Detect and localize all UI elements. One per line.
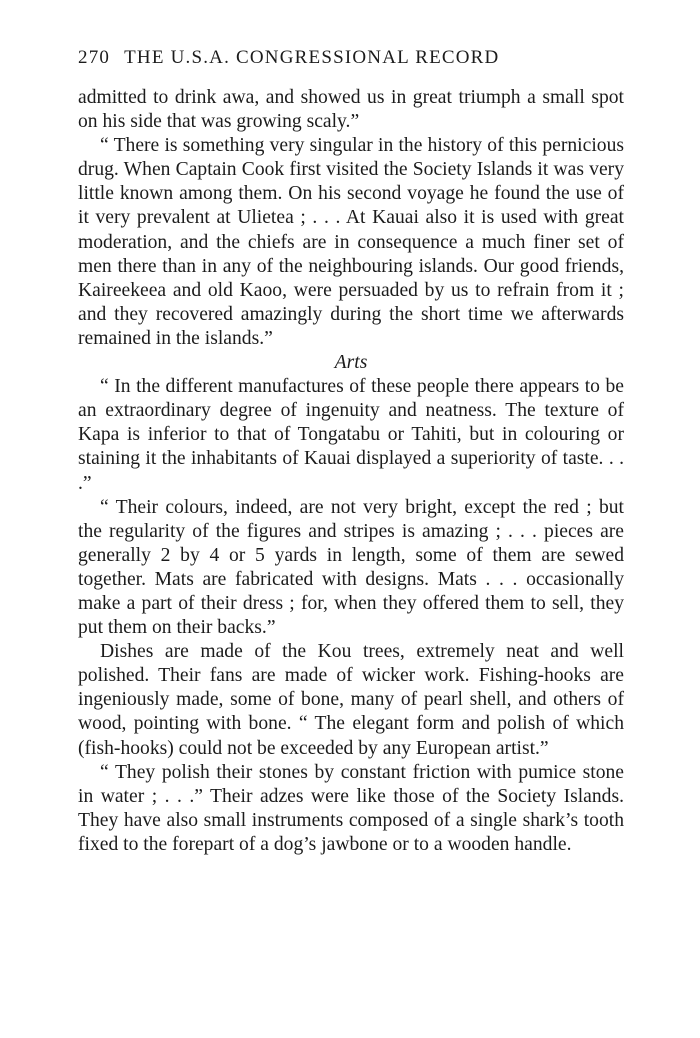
paragraph-dishes: Dishes are made of the Kou trees, extremely neat and well polished. Their fans are made of wicker work. Fishing-hooks are ingeniously made, some of bone, many of pearl shell, and others of wood, pointing with bone. “ The elegant form and polish of which (fish-hooks) could not be exceeded by any European artist.”: [78, 641, 624, 759]
running-title: THE U.S.A. CONGRESSIONAL RECORD: [124, 47, 500, 68]
section-heading-arts: Arts: [334, 352, 368, 374]
paragraph-polish-stones: “ They polish their stones by constant friction with pumice stone in water ; . . .” Their adzes were like those of the Society Islands. They have also small instruments composed of a single shark’s tooth fixed to the forepart of a dog’s jawbone or to a wooden handle.: [78, 761, 624, 855]
paragraph-manufactures: “ In the different manufactures of these people there appears to be an extraordinary degree of ingenuity and neatness. The texture of Kapa is inferior to that of Tongatabu or Tahiti, but in colouring or staining it the inhabitants of Kauai displayed a superiority of taste. . . .”: [78, 376, 624, 494]
page-body: [78, 86, 624, 857]
running-header: [78, 46, 624, 70]
page-number: 270: [78, 47, 111, 68]
paragraph-continued: admitted to drink awa, and showed us in great triumph a small spot on his side that was growing scaly.”: [78, 87, 624, 133]
paragraph-colours: “ Their colours, indeed, are not very bright, except the red ; but the regularity of the figures and stripes is amazing ; . . . pieces are generally 2 by 4 or 5 yards in length, some of them are sewed together. Mats are fabricated with designs. Mats . . . occasionally make a part of their dress ; for, when they offered them to sell, they put them on their backs.”: [78, 496, 624, 639]
book-page: [78, 46, 624, 857]
paragraph-awa-history: “ There is something very singular in the history of this pernicious drug. When Captain Cook first visited the Society Islands it was very little known among them. On his second voyage he found the use of it very prevalent at Ulietea ; . . . At Kauai also it is used with great moderation, and the chiefs are in consequence a much finer set of men there than in any of the neighbouring islands. Our good friends, Kaireekeea and old Kaoo, were persuaded by us to refrain from it ; and they recovered amazingly during the short time we afterwards remained in the islands.”: [78, 135, 624, 349]
